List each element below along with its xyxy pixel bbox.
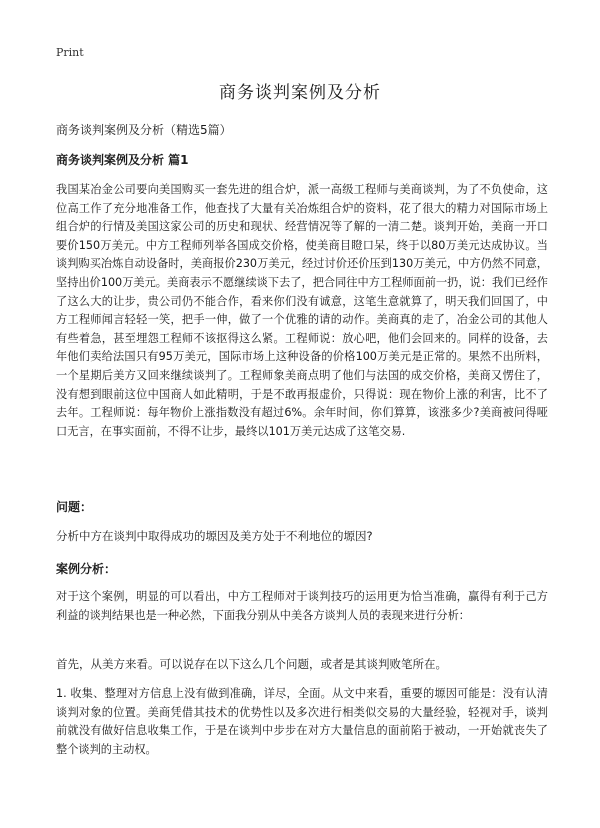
document-subtitle: 商务谈判案例及分析（精选5篇） bbox=[56, 123, 232, 137]
analysis-heading: 案例分析： bbox=[56, 562, 117, 576]
question-heading: 问题： bbox=[56, 500, 93, 514]
analysis-point-1-paragraph: 1. 收集、整理对方信息上没有做到准确，详尽，全面。从文中来看，重要的塬因可能是：没有认清谈判对象的位置。美商凭借其技术的优势性以及多次进行相类似交易的大量经验，轻视对手，谈判前就没有做好信息收集工作，于是在谈判中步步在对方大量信息的面前陷于被动，一开始就丧失了整个谈判的主动权。 bbox=[56, 687, 548, 756]
case-body-paragraph: 我国某冶金公司要向美国购买一套先进的组合炉，派一高级工程师与美商谈判，为了不负使命，这位高工作了充分地准备工作，他查找了大量有关冶炼组合炉的资料，花了很大的精力对国际市场上组合炉的行情及美国这家公司的历史和现状、经营情况等了解的一清二楚。谈判开始，美商一开口要价150万美元。中方工程师列举各国成交价格，使美商目瞪口呆，终于以80万美元达成协议。当谈判购买冶炼自动设备时，美商报价230万美元，经过讨价还价压到130万美元，中方仍然不同意，坚持出价100万美元。美商表示不愿继续谈下去了，把合同往中方工程师面前一扔，说：我们已经作了这么大的让步，贵公司仍不能合作，看来你们没有诚意，这笔生意就算了，明天我们回国了，中方工程师闻言轻轻一笑，把手一伸，做了一个优雅的请的动作。美商真的走了，冶金公司的其他人有些着急，甚至埋怨工程师不该抠得这么紧。工程师说：放心吧，他们会回来的。同样的设备，去年他们卖给法国只有95万美元，国际市场上这种设备的价格100万美元是正常的。果然不出所料，一个星期后美方又回来继续谈判了。工程师象美商点明了他们与法国的成交价格，美商又愣住了，没有想到眼前这位中国商人如此精明，于是不敢再报虚价，只得说：现在物价上涨的利害，比不了去年。工程师说：每年物价上涨指数没有超过6%。余年时间，你们算算，该涨多少?美商被问得哑口无言，在事实面前，不得不让步，最终以101万美元达成了这笔交易. bbox=[56, 183, 548, 438]
case-heading: 商务谈判案例及分析 篇1 bbox=[56, 153, 189, 167]
analysis-first-paragraph: 首先，从美方来看。可以说存在以下这么几个问题，或者是其谈判败笔所在。 bbox=[56, 657, 447, 671]
question-body: 分析中方在谈判中取得成功的塬因及美方处于不利地位的塬因? bbox=[56, 529, 373, 543]
analysis-intro-paragraph: 对于这个案例，明显的可以看出，中方工程师对于谈判技巧的运用更为恰当准确，赢得有利于己方利益的谈判结果也是一种必然，下面我分别从中美各方谈判人员的表现来进行分析： bbox=[56, 590, 548, 622]
print-label: Print bbox=[56, 46, 84, 59]
page-title: 商务谈判案例及分析 bbox=[219, 83, 381, 103]
